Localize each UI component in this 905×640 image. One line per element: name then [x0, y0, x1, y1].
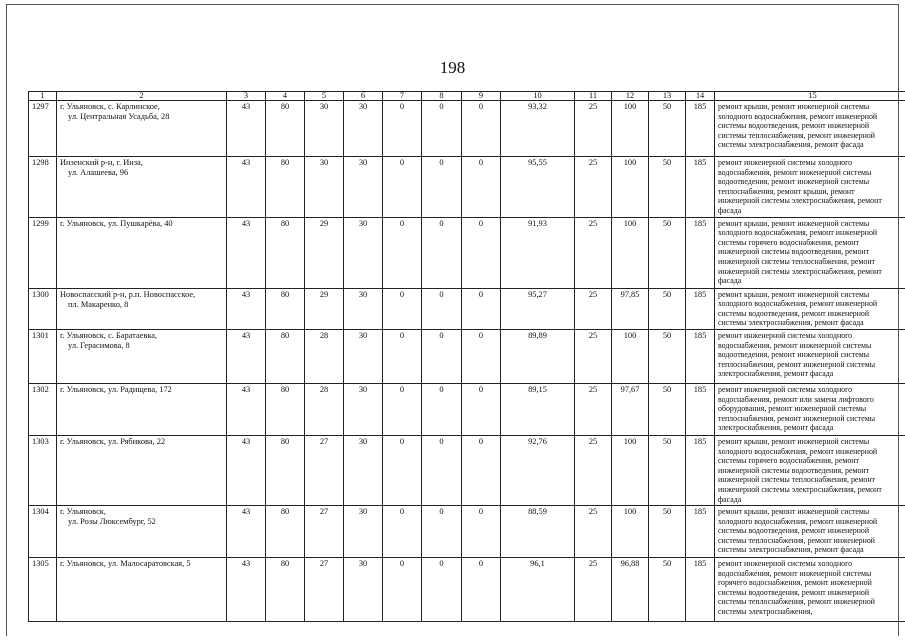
- value-cell-c14: 185: [686, 217, 715, 288]
- value-cell-c3: 43: [227, 157, 266, 218]
- address-line: г. Ульяновск, с. Баратаевка,: [60, 330, 158, 340]
- works-line: теплоснабжения, ремонт крыши, ремонт: [718, 186, 855, 196]
- column-number-cell: 13: [649, 92, 686, 101]
- value-cell-c11: 25: [575, 435, 612, 505]
- works-line: ремонт крыши, ремонт инженерной системы: [718, 102, 870, 111]
- address-cell: [57, 506, 227, 558]
- address-line: ул. Алашеева, 96: [68, 168, 129, 178]
- value-cell-c9: 0: [462, 383, 501, 435]
- works-line: холодного водоснабжения, ремонт инженерной: [718, 516, 878, 526]
- works-line: инженерной системы теплоснабжения, ремонт: [718, 256, 875, 266]
- value-cell-c9: 0: [462, 329, 501, 383]
- value-cell-c11: 25: [575, 101, 612, 157]
- value-cell-c4: 80: [266, 558, 305, 622]
- works-line: системы водоотведения, ремонт инженерной: [718, 308, 870, 318]
- value-cell-c3: 43: [227, 101, 266, 157]
- row-number-cell: 1301: [29, 329, 57, 383]
- address-cell: [57, 157, 227, 218]
- value-cell-c5: 29: [305, 288, 344, 329]
- works-line: системы водоотведения, ремонт инженерной: [718, 121, 870, 131]
- table-row: [29, 329, 905, 383]
- works-line: водоотведения, ремонт инженерной системы: [718, 350, 870, 360]
- works-cell: [715, 558, 905, 622]
- works-line: системы теплоснабжения, ремонт инженерной: [718, 597, 875, 607]
- address-line: ул. Розы Люксембург, 52: [68, 517, 156, 527]
- value-cell-c12: 97,85: [612, 288, 649, 329]
- value-cell-c13: 50: [649, 101, 686, 157]
- address-line: г. Ульяновск, ул. Радищева, 172: [60, 384, 172, 394]
- value-cell-c12: 100: [612, 217, 649, 288]
- row-number-cell: 1298: [29, 157, 57, 218]
- value-cell-c7: 0: [383, 157, 422, 218]
- column-number-cell: 5: [305, 92, 344, 101]
- value-cell-c12: 100: [612, 101, 649, 157]
- column-number-cell: 14: [686, 92, 715, 101]
- value-cell-c5: 28: [305, 329, 344, 383]
- address-cell: [57, 558, 227, 622]
- column-number-cell: 10: [501, 92, 575, 101]
- value-cell-c6: 30: [344, 435, 383, 505]
- works-line: инженерной системы электроснабжения, ремонт: [718, 196, 882, 206]
- value-cell-c6: 30: [344, 506, 383, 558]
- table-row: [29, 435, 905, 505]
- works-line: теплоснабжения, ремонт инженерной системы: [718, 359, 875, 369]
- value-cell-c13: 50: [649, 383, 686, 435]
- value-cell-c8: 0: [422, 558, 462, 622]
- column-number-cell: 7: [383, 92, 422, 101]
- works-line: оборудования, ремонт инженерной системы: [718, 404, 867, 414]
- value-cell-c10: 95,27: [501, 288, 575, 329]
- works-line: водоснабжения, ремонт инженерной системы: [718, 167, 872, 177]
- value-cell-c10: 88,59: [501, 506, 575, 558]
- works-line: холодного водоснабжения, ремонт инженерной: [718, 228, 878, 238]
- works-line: системы теплоснабжения, ремонт инженерной: [718, 130, 875, 140]
- table-row: [29, 157, 905, 218]
- value-cell-c6: 30: [344, 157, 383, 218]
- works-line: ремонт крыши, ремонт инженерной системы: [718, 507, 870, 517]
- works-cell: [715, 435, 905, 505]
- value-cell-c4: 80: [266, 288, 305, 329]
- address-line: г. Ульяновск, с. Карлинское,: [60, 102, 160, 111]
- works-line: водоотведения, ремонт инженерной системы: [718, 177, 870, 187]
- value-cell-c4: 80: [266, 383, 305, 435]
- value-cell-c14: 185: [686, 506, 715, 558]
- works-line: системы электроснабжения, ремонт фасада: [718, 318, 864, 328]
- column-number-cell: 15: [715, 92, 905, 101]
- value-cell-c8: 0: [422, 288, 462, 329]
- table-row: [29, 288, 905, 329]
- column-number-cell: 3: [227, 92, 266, 101]
- column-number-cell: 6: [344, 92, 383, 101]
- value-cell-c8: 0: [422, 217, 462, 288]
- works-cell: [715, 506, 905, 558]
- row-number-cell: 1302: [29, 383, 57, 435]
- value-cell-c4: 80: [266, 329, 305, 383]
- value-cell-c6: 30: [344, 288, 383, 329]
- works-line: холодного водоснабжения, ремонт инженерной: [718, 299, 878, 309]
- value-cell-c8: 0: [422, 383, 462, 435]
- value-cell-c11: 25: [575, 383, 612, 435]
- page-number: 198: [439, 58, 466, 77]
- table-row: [29, 383, 905, 435]
- works-line: системы теплоснабжения, ремонт инженерной: [718, 535, 875, 545]
- works-line: ремонт крыши, ремонт инженерной системы: [718, 289, 870, 299]
- row-number-cell: 1297: [29, 101, 57, 157]
- value-cell-c6: 30: [344, 217, 383, 288]
- table-row: [29, 506, 905, 558]
- works-line: инженерной системы электроснабжения, ремонт: [718, 266, 882, 276]
- works-line: инженерной системы водоотведения, ремонт: [718, 465, 870, 475]
- row-number-cell: 1305: [29, 558, 57, 622]
- left-frame-line: [6, 4, 7, 636]
- address-cell: [57, 435, 227, 505]
- value-cell-c9: 0: [462, 558, 501, 622]
- value-cell-c6: 30: [344, 383, 383, 435]
- works-line: водоснабжения, ремонт инженерной системы: [718, 340, 872, 350]
- value-cell-c10: 91,93: [501, 217, 575, 288]
- value-cell-c10: 96,1: [501, 558, 575, 622]
- table-row: [29, 101, 905, 157]
- value-cell-c9: 0: [462, 288, 501, 329]
- works-line: электроснабжения, ремонт фасада: [718, 423, 834, 433]
- value-cell-c7: 0: [383, 329, 422, 383]
- address-line: ул. Центральная Усадьба, 28: [68, 112, 170, 122]
- value-cell-c10: 89,15: [501, 383, 575, 435]
- table-body: [29, 92, 905, 622]
- works-line: фасада: [718, 276, 742, 286]
- value-cell-c12: 100: [612, 157, 649, 218]
- works-line: системы горячего водоснабжения, ремонт: [718, 456, 859, 466]
- value-cell-c11: 25: [575, 288, 612, 329]
- value-cell-c14: 185: [686, 157, 715, 218]
- column-number-cell: 12: [612, 92, 649, 101]
- value-cell-c10: 95,55: [501, 157, 575, 218]
- value-cell-c12: 100: [612, 435, 649, 505]
- value-cell-c6: 30: [344, 558, 383, 622]
- address-line: г. Ульяновск, ул. Пушкарёва, 40: [60, 218, 173, 228]
- value-cell-c13: 50: [649, 506, 686, 558]
- value-cell-c14: 185: [686, 288, 715, 329]
- value-cell-c8: 0: [422, 329, 462, 383]
- address-cell: [57, 288, 227, 329]
- value-cell-c8: 0: [422, 101, 462, 157]
- value-cell-c6: 30: [344, 101, 383, 157]
- top-frame-line: [6, 4, 899, 5]
- value-cell-c7: 0: [383, 101, 422, 157]
- value-cell-c4: 80: [266, 217, 305, 288]
- row-number-cell: 1300: [29, 288, 57, 329]
- works-line: инженерной системы водоотведения, ремонт: [718, 247, 870, 257]
- value-cell-c12: 100: [612, 329, 649, 383]
- works-line: ремонт крыши, ремонт инженерной системы: [718, 218, 870, 228]
- works-cell: [715, 329, 905, 383]
- works-line: системы электроснабжения, ремонт фасада: [718, 140, 864, 150]
- column-number-header-row: [29, 92, 905, 101]
- works-line: системы электроснабжения, ремонт фасада: [718, 545, 864, 555]
- works-line: электроснабжения, ремонт фасада: [718, 369, 834, 379]
- works-line: холодного водоснабжения, ремонт инженерной: [718, 111, 878, 121]
- value-cell-c3: 43: [227, 558, 266, 622]
- value-cell-c7: 0: [383, 383, 422, 435]
- value-cell-c10: 92,76: [501, 435, 575, 505]
- works-cell: [715, 288, 905, 329]
- value-cell-c8: 0: [422, 157, 462, 218]
- works-cell: [715, 217, 905, 288]
- column-number-cell: 4: [266, 92, 305, 101]
- value-cell-c7: 0: [383, 435, 422, 505]
- address-line: Инзенский р-н, г. Инза,: [60, 158, 143, 167]
- value-cell-c5: 30: [305, 157, 344, 218]
- value-cell-c10: 93,32: [501, 101, 575, 157]
- value-cell-c14: 185: [686, 558, 715, 622]
- value-cell-c13: 50: [649, 558, 686, 622]
- row-number-cell: 1299: [29, 217, 57, 288]
- value-cell-c3: 43: [227, 435, 266, 505]
- works-line: фасада: [718, 205, 742, 215]
- works-line: теплоснабжения, ремонт инженерной системы: [718, 413, 875, 423]
- value-cell-c5: 30: [305, 101, 344, 157]
- value-cell-c3: 43: [227, 288, 266, 329]
- value-cell-c14: 185: [686, 435, 715, 505]
- repair-program-table: [28, 91, 905, 622]
- value-cell-c9: 0: [462, 506, 501, 558]
- value-cell-c14: 185: [686, 383, 715, 435]
- value-cell-c6: 30: [344, 329, 383, 383]
- value-cell-c3: 43: [227, 329, 266, 383]
- value-cell-c14: 185: [686, 329, 715, 383]
- column-number-cell: 11: [575, 92, 612, 101]
- address-line: ул. Герасимова, 8: [68, 341, 130, 351]
- works-line: ремонт инженерной системы холодного: [718, 158, 853, 167]
- value-cell-c11: 25: [575, 217, 612, 288]
- works-cell: [715, 383, 905, 435]
- value-cell-c5: 27: [305, 558, 344, 622]
- value-cell-c7: 0: [383, 217, 422, 288]
- address-cell: [57, 101, 227, 157]
- value-cell-c7: 0: [383, 288, 422, 329]
- table-row: [29, 217, 905, 288]
- value-cell-c9: 0: [462, 101, 501, 157]
- value-cell-c7: 0: [383, 558, 422, 622]
- value-cell-c10: 89,89: [501, 329, 575, 383]
- value-cell-c4: 80: [266, 435, 305, 505]
- works-cell: [715, 101, 905, 157]
- works-line: фасада: [718, 494, 742, 504]
- address-cell: [57, 217, 227, 288]
- works-line: ремонт инженерной системы холодного: [718, 330, 853, 340]
- value-cell-c9: 0: [462, 217, 501, 288]
- value-cell-c4: 80: [266, 506, 305, 558]
- address-line: пл. Макаренко, 8: [68, 299, 129, 309]
- address-cell: [57, 383, 227, 435]
- value-cell-c5: 27: [305, 435, 344, 505]
- works-line: водоснабжения, ремонт или замена лифтового: [718, 394, 874, 404]
- works-line: системы электроснабжения,: [718, 607, 813, 617]
- value-cell-c14: 185: [686, 101, 715, 157]
- value-cell-c13: 50: [649, 157, 686, 218]
- column-number-cell: 8: [422, 92, 462, 101]
- value-cell-c13: 50: [649, 288, 686, 329]
- works-line: ремонт инженерной системы холодного: [718, 559, 853, 569]
- table-row: [29, 558, 905, 622]
- value-cell-c5: 27: [305, 506, 344, 558]
- address-cell: [57, 329, 227, 383]
- works-line: водоснабжения, ремонт инженерной системы: [718, 568, 872, 578]
- value-cell-c12: 100: [612, 506, 649, 558]
- value-cell-c4: 80: [266, 157, 305, 218]
- works-line: инженерной системы электроснабжения, ремонт: [718, 484, 882, 494]
- works-line: системы горячего водоснабжения, ремонт: [718, 237, 859, 247]
- value-cell-c8: 0: [422, 506, 462, 558]
- value-cell-c12: 97,67: [612, 383, 649, 435]
- value-cell-c5: 28: [305, 383, 344, 435]
- works-line: ремонт инженерной системы холодного: [718, 384, 853, 394]
- works-line: горячего водоснабжения, ремонт инженерной: [718, 578, 872, 588]
- works-line: инженерной системы теплоснабжения, ремонт: [718, 475, 875, 485]
- value-cell-c7: 0: [383, 506, 422, 558]
- works-line: холодного водоснабжения, ремонт инженерной: [718, 446, 878, 456]
- column-number-cell: 2: [57, 92, 227, 101]
- value-cell-c13: 50: [649, 329, 686, 383]
- column-number-cell: 1: [29, 92, 57, 101]
- works-line: системы водоотведения, ремонт инженерной: [718, 526, 870, 536]
- row-number-cell: 1303: [29, 435, 57, 505]
- value-cell-c3: 43: [227, 217, 266, 288]
- value-cell-c13: 50: [649, 217, 686, 288]
- value-cell-c13: 50: [649, 435, 686, 505]
- works-cell: [715, 157, 905, 218]
- value-cell-c3: 43: [227, 506, 266, 558]
- value-cell-c12: 96,88: [612, 558, 649, 622]
- value-cell-c9: 0: [462, 435, 501, 505]
- works-line: системы водоотведения, ремонт инженерной: [718, 587, 870, 597]
- address-line: г. Ульяновск,: [60, 507, 106, 517]
- address-line: г. Ульяновск, ул. Малосаратовская, 5: [60, 559, 191, 569]
- value-cell-c5: 29: [305, 217, 344, 288]
- address-line: Новоспасский р-н, р.п. Новоспасское,: [60, 289, 196, 299]
- value-cell-c11: 25: [575, 329, 612, 383]
- value-cell-c3: 43: [227, 383, 266, 435]
- column-number-cell: 9: [462, 92, 501, 101]
- works-line: ремонт крыши, ремонт инженерной системы: [718, 436, 870, 446]
- value-cell-c4: 80: [266, 101, 305, 157]
- address-line: г. Ульяновск, ул. Рябикова, 22: [60, 436, 166, 446]
- value-cell-c9: 0: [462, 157, 501, 218]
- row-number-cell: 1304: [29, 506, 57, 558]
- value-cell-c11: 25: [575, 157, 612, 218]
- value-cell-c8: 0: [422, 435, 462, 505]
- value-cell-c11: 25: [575, 558, 612, 622]
- value-cell-c11: 25: [575, 506, 612, 558]
